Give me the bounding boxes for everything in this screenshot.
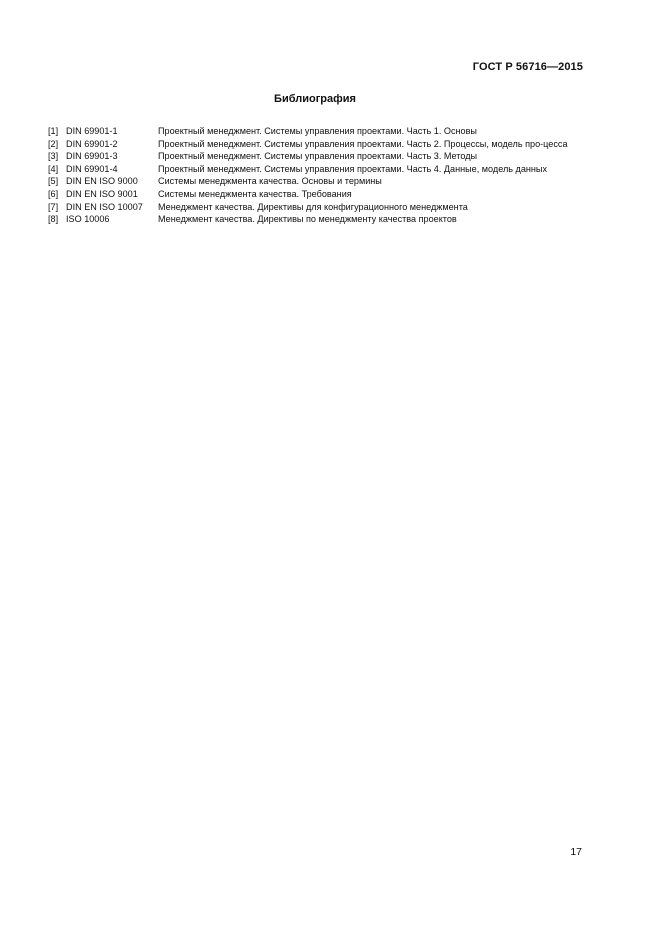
entry-code: ISO 10006 bbox=[66, 214, 110, 225]
bibliography-entry bbox=[48, 138, 588, 151]
bibliography-entry bbox=[48, 163, 588, 176]
bibliography-entry bbox=[48, 175, 588, 188]
entry-code: DIN 69901-2 bbox=[66, 138, 118, 149]
bibliography-entry bbox=[48, 188, 588, 201]
entry-code: DIN EN ISO 9001 bbox=[66, 188, 138, 199]
entry-number: [6] bbox=[48, 188, 59, 199]
entry-title: Проектный менеджмент. Системы управления проектами. Часть 4. Данные, модель данных bbox=[158, 163, 548, 174]
entry-number: [3] bbox=[48, 151, 59, 162]
entry-number: [8] bbox=[48, 214, 59, 225]
standard-code: ГОСТ Р 56716—2015 bbox=[472, 61, 583, 73]
entry-number: [2] bbox=[48, 138, 59, 149]
bibliography-entry bbox=[48, 150, 588, 163]
entry-number: [7] bbox=[48, 201, 59, 212]
entry-number: [4] bbox=[48, 163, 59, 174]
entry-title: Системы менеджмента качества. Основы и термины bbox=[158, 176, 382, 187]
entry-code: DIN EN ISO 9000 bbox=[66, 176, 138, 187]
entry-title: Менеджмент качества. Директивы по менеджменту качества проектов bbox=[158, 214, 457, 225]
entry-number: [1] bbox=[48, 126, 59, 136]
bibliography-list bbox=[48, 125, 588, 226]
entry-title: Системы менеджмента качества. Требования bbox=[158, 188, 352, 199]
entry-code: DIN EN ISO 10007 bbox=[66, 201, 143, 212]
bibliography-entry bbox=[48, 213, 588, 226]
entry-title: Проектный менеджмент. Системы управления проектами. Часть 2. Процессы, модель про-цесса bbox=[158, 138, 568, 149]
entry-number: [5] bbox=[48, 176, 59, 187]
entry-title: Проектный менеджмент. Системы управления проектами. Часть 3. Методы bbox=[158, 151, 478, 162]
entry-code: DIN 69901-3 bbox=[66, 151, 118, 162]
bibliography-entry bbox=[48, 201, 588, 214]
page-number: 17 bbox=[570, 846, 582, 858]
bibliography-entry bbox=[48, 125, 588, 138]
entry-code: DIN 69901-1 bbox=[66, 126, 118, 136]
entry-title: Менеджмент качества. Директивы для конфигурационного менеджмента bbox=[158, 201, 468, 212]
entry-title: Проектный менеджмент. Системы управления проектами. Часть 1. Основы bbox=[158, 126, 477, 136]
bibliography-heading: Библиография bbox=[274, 93, 356, 105]
entry-code: DIN 69901-4 bbox=[66, 163, 118, 174]
